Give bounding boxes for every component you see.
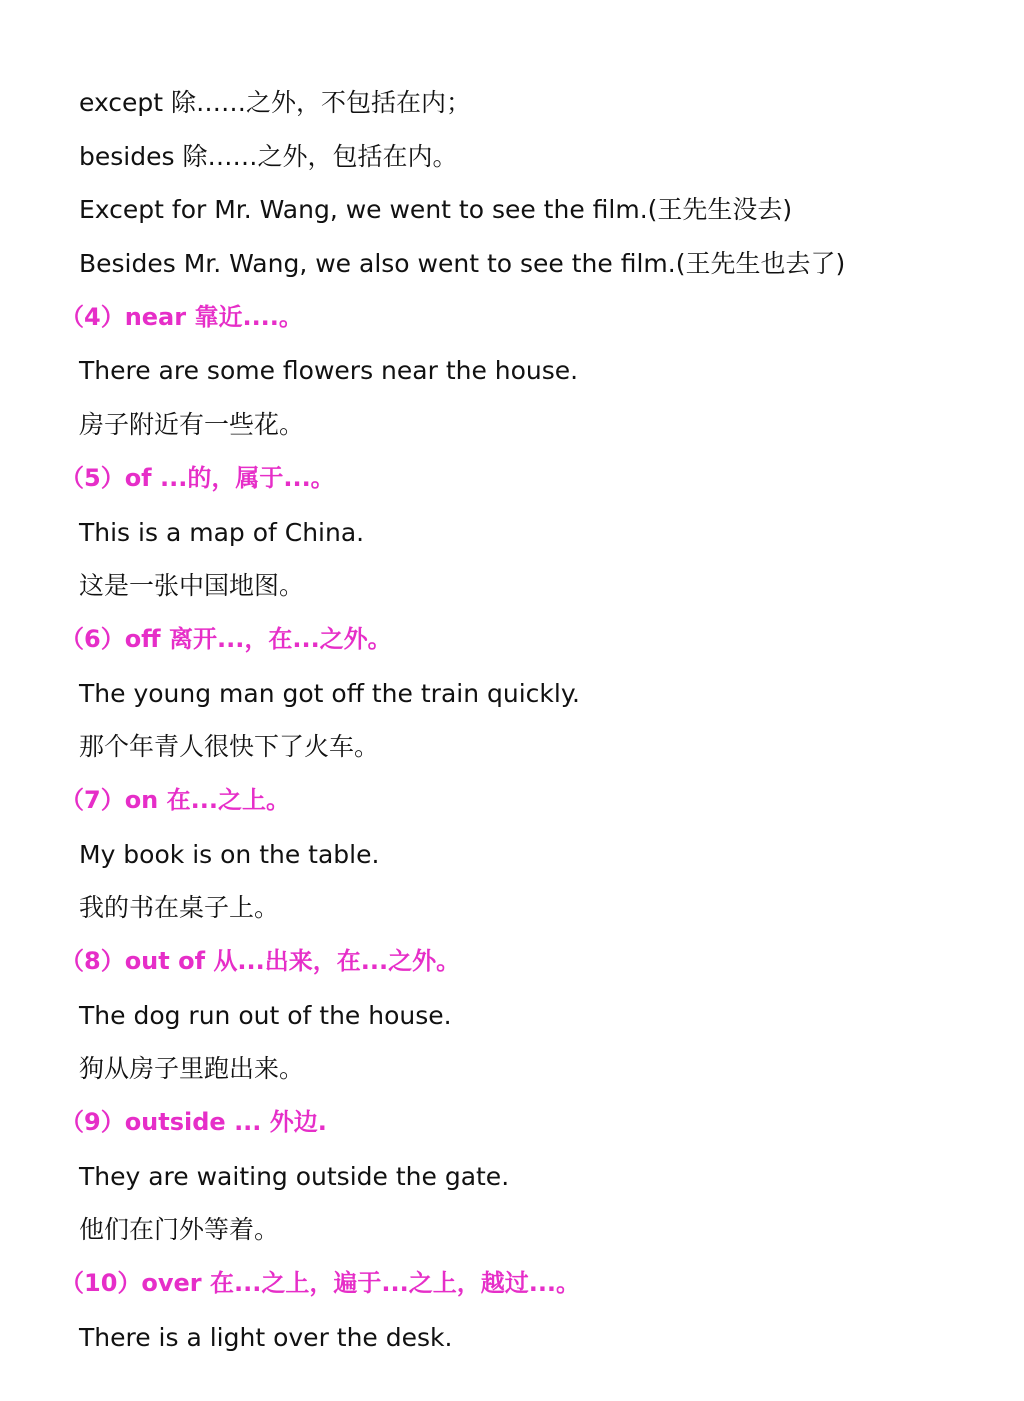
example-sentence: They are waiting outside the gate. xyxy=(79,1161,510,1191)
example-sentence: The young man got off the train quickly. xyxy=(79,678,581,708)
example-translation: 这是一张中国地图。 xyxy=(79,571,305,601)
example-sentence: There is a light over the desk. xyxy=(79,1322,453,1352)
example-line: except 除……之外，不包括在内； xyxy=(79,88,472,117)
section-heading-near: （4）near 靠近....。 xyxy=(60,302,303,331)
section-heading-of: （5）of ...的，属于...。 xyxy=(60,463,335,492)
section-heading-on: （7）on 在...之上。 xyxy=(60,785,290,814)
section-heading-outside: （9）outside ... 外边. xyxy=(60,1108,327,1137)
example-sentence: Besides Mr. Wang, we also went to see the film.(王先生也去了) xyxy=(79,249,846,279)
section-heading-off: （6）off 离开...，在...之外。 xyxy=(60,624,392,653)
example-line: besides 除……之外，包括在内。 xyxy=(79,141,458,171)
example-translation: 他们在门外等着。 xyxy=(79,1215,280,1245)
example-sentence: My book is on the table. xyxy=(79,839,380,869)
example-translation: 房子附近有一些花。 xyxy=(79,410,305,440)
section-heading-over: （10）over 在...之上，遍于...之上，越过...。 xyxy=(60,1269,581,1298)
section-heading-out-of: （8）out of 从...出来，在...之外。 xyxy=(60,947,461,975)
example-sentence: This is a map of China. xyxy=(79,517,365,547)
example-sentence: There are some flowers near the house. xyxy=(79,356,579,386)
document-page xyxy=(0,76,1024,1365)
example-translation: 我的书在桌子上。 xyxy=(79,893,280,923)
example-translation: 狗从房子里跑出来。 xyxy=(79,1054,305,1084)
example-sentence: Except for Mr. Wang, we went to see the film.(王先生没去) xyxy=(79,195,793,225)
example-translation: 那个年青人很快下了火车。 xyxy=(79,732,380,762)
example-sentence: The dog run out of the house. xyxy=(79,1000,452,1030)
